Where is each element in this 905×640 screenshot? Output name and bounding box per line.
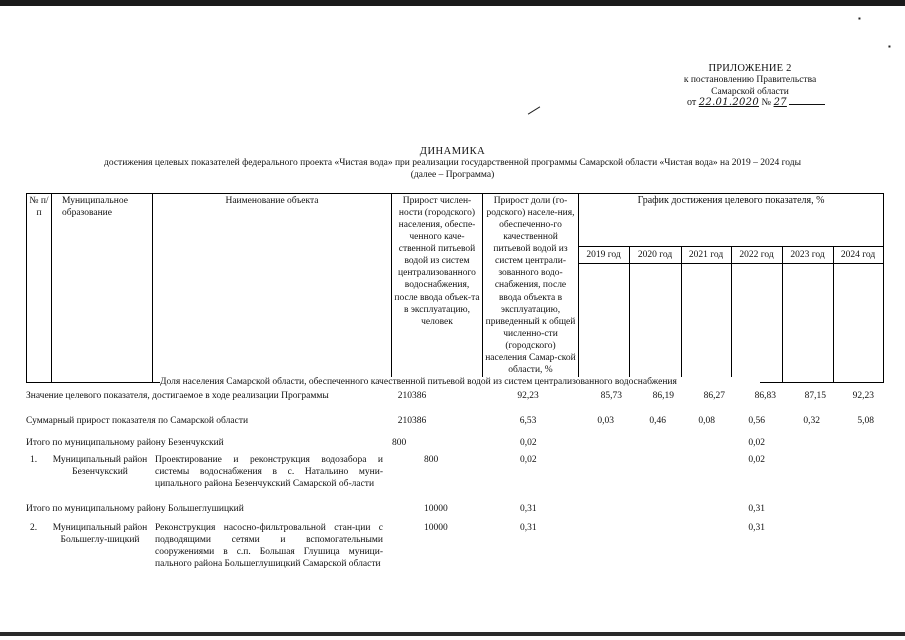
year-2024: 2024 год [840,250,876,260]
row-label: Суммарный прирост показателя по Самарской области [26,416,249,426]
value-2022: 0,31 [748,523,765,533]
appendix-title: ПРИЛОЖЕНИЕ 2 [708,63,792,74]
col-header-people: Прирост числен-ности (городского) населения, обеспе-ченного каче-ственной питьевой водой из систем централизованного водоснабжения, после ввода объек-та в эксплуатацию, человек [394,196,480,327]
row-label: Итого по муниципальному району Безенчукский [26,438,224,448]
value-2024: 5,08 [857,416,874,426]
year-2020: 2020 год [637,250,673,260]
document-title [0,145,905,182]
row-label: Значение целевого показателя, достигаемое в ходе реализации Программы [26,391,329,401]
year-2022: 2022 год [739,250,774,260]
row-object-name: Реконструкция насосно-фильтровальной стан-ции с подводящими сетями и вспомогательными сооружениями в с.п. Большая Глушица муници-пального района Большеглушицкий Самарской области [155,523,383,569]
scan-bottom-edge [0,632,905,636]
row-people: 800 [424,455,439,465]
appendix-line2: Самарской области [711,87,789,97]
scan-speck: ▪ [858,14,861,23]
row-municipality: Муниципальный район Безенчукский [52,455,148,477]
subtitle-note: (далее – Программа) [410,170,495,180]
appendix-line1: к постановлению Правительства [683,75,817,86]
pen-mark [528,106,540,114]
value-2021: 86,27 [703,391,725,401]
table-header [26,193,884,383]
col-header-share: Прирост доли (го-родского) населе-ния, обеспеченно-го качественной питьевой водой из систем централи-зованного водо-снабжения, после ввода объекта в эксплуатацию, приведенный к общей численно-сти (городского) населения Самар-ской области, % [485,196,576,375]
row-share: 0,31 [520,504,537,514]
value-2022: 0,56 [748,416,765,426]
year-2019: 2019 год [586,250,621,260]
value-2023: 0,32 [803,416,820,426]
year-2023: 2023 год [790,250,825,260]
col-header-municipality: Муниципальное образование [62,196,128,219]
row-people: 10000 [424,504,448,514]
heading: ДИНАМИКА [419,146,486,157]
decree-date: 22.01.2020 [698,97,760,108]
decree-reference [687,97,847,110]
value-2020: 86,19 [652,391,674,401]
value-2022: 0,02 [748,455,765,465]
value-2024: 92,23 [852,391,874,401]
subtitle: достижения целевых показателей федерального проекта «Чистая вода» при реализации государственной программы Самарской области «Чистая вода» на 2019 – 2024 годы [104,158,801,169]
row-share: 0,02 [520,455,537,465]
value-2022: 0,02 [748,438,765,448]
value-2019: 0,03 [597,416,614,426]
appendix-block [600,62,900,99]
scan-speck: ▪ [888,42,891,51]
year-2021: 2021 год [688,250,724,260]
value-2022: 0,31 [748,504,765,514]
row-share: 0,02 [520,438,537,448]
col-header-schedule: График достижения целевого показателя, % [637,195,825,206]
row-object-name: Проектирование и реконструкция водозабора и системы водоснабжения в с. Натальино муни-ципального района Безенчукский Самарской об-ласти [155,455,383,489]
value-2021: 0,08 [698,416,715,426]
row-people: 210386 [397,391,427,401]
value-2023: 87,15 [804,391,826,401]
row-share: 6,53 [519,416,537,426]
scan-top-edge [0,0,905,6]
row-people: 10000 [424,523,448,533]
value-2020: 0,46 [649,416,666,426]
number-label: № [761,97,772,108]
value-2022: 86,83 [754,391,776,401]
value-2019: 85,73 [600,391,622,401]
row-share: 0,31 [520,523,537,533]
section-title: Доля населения Самарской области, обеспеченного качественной питьевой водой из систем централизованного водоснабжения [160,377,760,389]
row-share: 92,23 [517,391,539,401]
col-header-object: Наименование объекта [225,196,319,206]
row-number: 1. [30,455,38,465]
row-municipality: Муниципальный район Большеглу-шицкий [52,523,148,545]
row-label: Итого по муниципальному району Большеглушицкий [26,504,244,514]
decree-number: 27 [773,97,787,108]
row-people: 800 [392,438,407,448]
from-label: от [687,97,697,108]
row-people: 210386 [397,416,427,426]
row-number: 2. [30,523,38,533]
col-header-num: № п/п [29,196,49,219]
